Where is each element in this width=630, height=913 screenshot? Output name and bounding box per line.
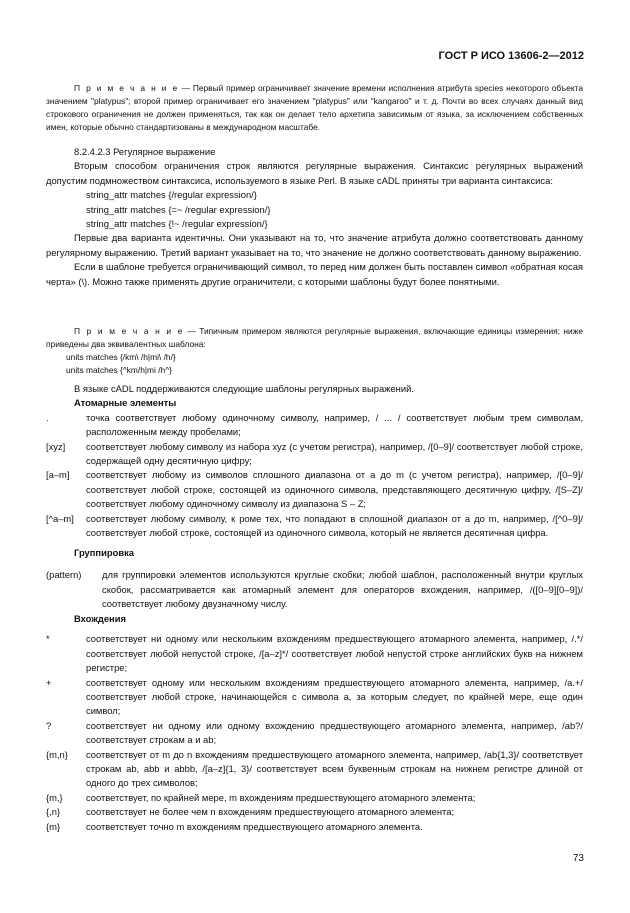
definition-desc: соответствует, по крайней мере, m вхождениям предшествующего атомарного элемента; — [86, 791, 476, 803]
paragraph: Первые два варианта идентичны. Они указывают на то, что значение атрибута должно соответствовать данному регулярному выражению. Третий вариант указывает на то, что значение не должно соответствовать данному выражению. — [46, 232, 583, 258]
definition-item — [46, 568, 583, 611]
definition-term: {m,} — [46, 791, 63, 803]
definition-item — [46, 676, 583, 719]
occurrences-section — [46, 612, 583, 834]
definition-desc: соответствует от m до n вхождениям предшествующего атомарного элемента, например, /ab{1,3}/ соответствует строкам ab, abb и abbb, /[a–z]{1, 3}/ соответствует всем буквенным строкам на нижнем регистре длиной от одного до трех символов; — [86, 748, 583, 789]
definition-term: * — [46, 633, 50, 645]
definition-item — [46, 468, 583, 511]
code-line: units matches {/km\ /h|mi\ /h/} — [66, 352, 176, 362]
definition-item — [46, 512, 583, 541]
definition-desc: соответствует любому из символов сплошного диапазона от a до m (с учетом регистра), например, /[0–9]/ соответствует любой строке, состоящей из одиночного символа, представляющего десятичную цифру, /[S–Z]/ соответствует любому одиночному символу из диапазона S – Z; — [86, 469, 583, 510]
definition-term: [^a–m] — [46, 512, 74, 524]
patterns-section — [46, 382, 583, 540]
definition-item — [46, 719, 583, 748]
definition-item — [46, 791, 583, 805]
note-text: — Типичным примером являются регулярные выражения, включающие единицы измерения; ниже приведены два эквивалентных шаблона: — [46, 326, 583, 349]
subheading-grouping: Группировка — [74, 547, 134, 558]
definition-desc: точка соответствует любому одиночному символу, например, / ... / соответствует любым трем символам, расположенным между пробелами; — [86, 411, 583, 438]
grouping-section — [46, 546, 583, 612]
paragraph: В языке cADL поддерживаются следующие шаблоны регулярных выражений. — [74, 383, 414, 394]
code-line: string_attr matches {/regular expression/} — [86, 189, 257, 201]
section-heading: 8.2.4.2.3 Регулярное выражение — [74, 146, 216, 157]
regex-section — [46, 145, 583, 289]
definition-term: + — [46, 676, 52, 688]
note-text: — Первый пример ограничивает значение времени исполнения атрибута species некоторого объекта значением "platypus"; второй пример ограничивает его значением "platypus" или "kangaroo" и т. д. Почти во всех случаях данный вид строкового ограничения не должен применяться, так как он делает тело архетипа зависимым от языка, за исключением собственных имен, которые обычно стандартизованы в международном масштабе. — [46, 83, 583, 132]
definition-desc: соответствует ни одному или нескольким вхождениям предшествующего атомарного элемента, например, /.*/ соответствует любой непустой строке, /[a–z]*/ соответствует любой непустой строке английских букв на нижнем регистре; — [86, 633, 583, 674]
paragraph: Вторым способом ограничения строк являются регулярные выражения. Синтаксис регулярных выражений допустим подмножеством синтаксиса, используемого в языке Perl. В языке cADL приняты три варианта синтаксиса: — [46, 160, 583, 186]
definition-item — [46, 820, 583, 834]
definition-desc: соответствует точно m вхождениям предшествующего атомарного элемента. — [86, 820, 423, 832]
code-line: units matches {^km/h|mi /h^} — [66, 365, 172, 375]
paragraph: Если в шаблоне требуется ограничивающий символ, то перед ним должен быть поставлен символ «обратная косая черта» (\). Можно также применять другие ограничители, с которыми шаблоны будут более понятными. — [46, 261, 583, 287]
definition-term: {,n} — [46, 806, 61, 818]
note-2 — [46, 325, 583, 377]
definition-item — [46, 805, 583, 819]
definition-term: {m,n} — [46, 748, 68, 760]
page-number: 73 — [572, 853, 584, 864]
definition-term: . — [46, 411, 49, 423]
note-label: П р и м е ч а н и е — [74, 83, 179, 93]
definition-item — [46, 411, 583, 440]
definition-item — [46, 440, 583, 469]
definition-desc: соответствует не более чем n вхождениям предшествующего атомарного элемента; — [86, 806, 455, 818]
note-1 — [46, 82, 583, 134]
subheading-occurrences: Вхождения — [74, 613, 126, 624]
definition-term: [xyz] — [46, 440, 66, 452]
definition-desc: соответствует одному или нескольким вхождениям предшествующего атомарного элемента, например, /a.+/ соответствует любой строке, начинающейся с символа a, за которым следует, по крайней мере, еще один символ; — [86, 676, 583, 717]
definition-term: (pattern) — [46, 569, 82, 581]
definition-item — [46, 748, 583, 791]
definition-desc: соответствует любому символу, к роме тех, что попадают в сплошной диапазон от a до m, например, /[^0–9]/ соответствует любой строке, состоящей из одиночного символа, который не является десятичная цифра. — [86, 512, 583, 539]
definition-item — [46, 632, 583, 675]
code-line: string_attr matches {!~ /regular expression/} — [86, 218, 268, 230]
definition-desc: соответствует ни одному или одному вхождению предшествующего атомарного элемента, например, /ab?/ соответствует строкам a и ab; — [86, 719, 583, 746]
definition-term: {m} — [46, 820, 61, 832]
note-label: П р и м е ч а н и е — [74, 326, 184, 336]
document-header: ГОСТ Р ИСО 13606-2—2012 — [438, 50, 584, 62]
subheading-atomic: Атомарные элементы — [74, 397, 177, 409]
definition-desc: для группировки элементов используются круглые скобки; любой шаблон, расположенный внутри круглых скобок, рассматривается как атомарный элемент для операторов вхождения, например, /([0–9][0–9])/ соответствует любому двузначному числу. — [102, 569, 583, 610]
definition-desc: соответствует любому символу из набора xyz (с учетом регистра), например, /[0–9]/ соответствует любой строке, содержащей одну десятичную цифру; — [86, 440, 583, 467]
definition-term: ? — [46, 719, 52, 731]
code-line: string_attr matches {=~ /regular expression/} — [86, 203, 271, 215]
definition-term: [a–m] — [46, 469, 70, 481]
